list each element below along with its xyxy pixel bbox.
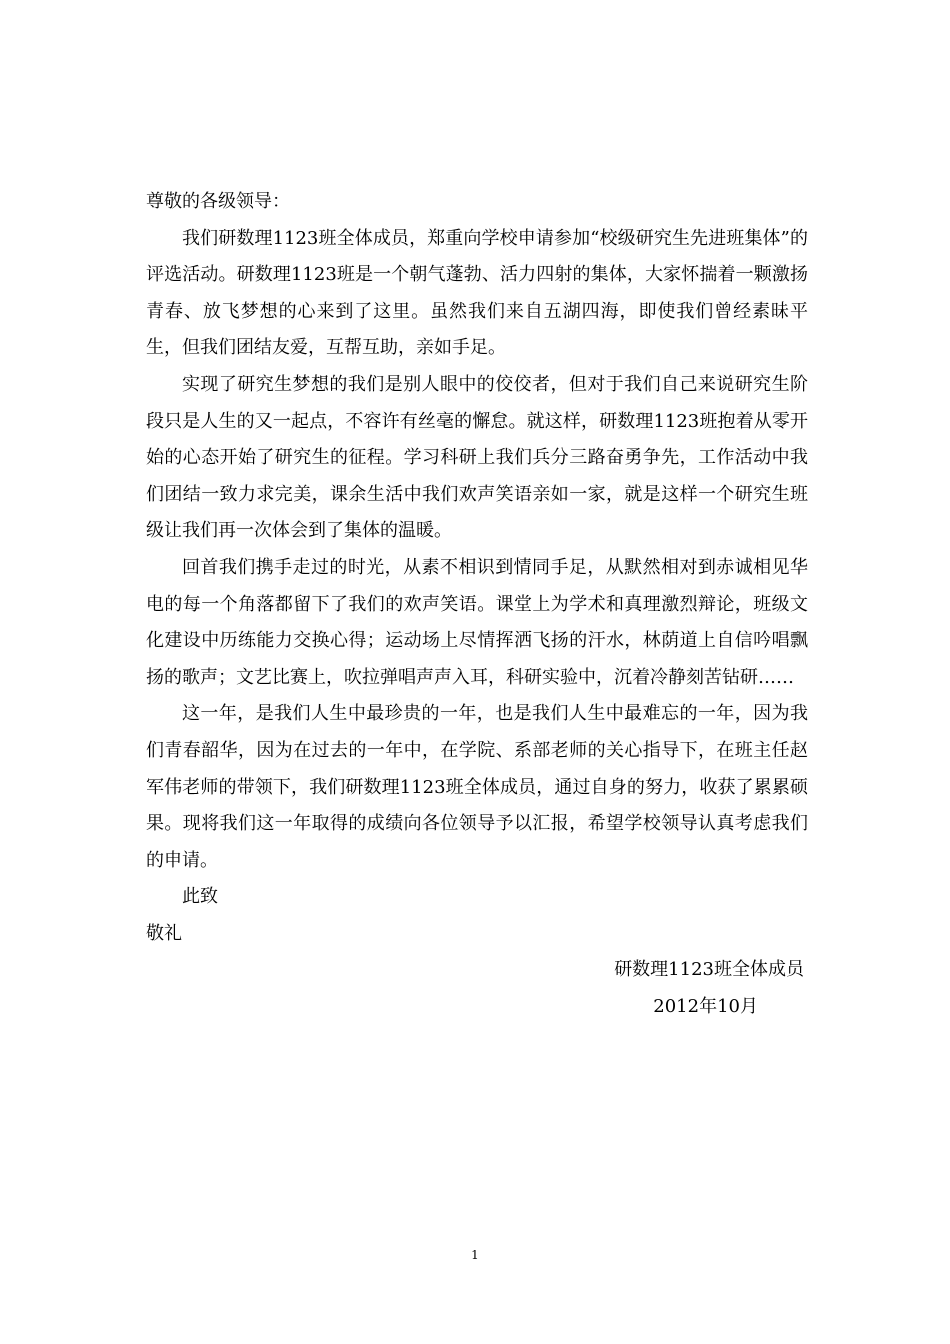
page-number: 1: [471, 1248, 479, 1262]
paragraph-4: 这一年，是我们人生中最珍贵的一年，也是我们人生中最难忘的一年，因为我们青春韶华，因为在过去的一年中，在学院、系部老师的关心指导下，在班主任赵军伟老师的带领下，我们研数理1123班全体成员，通过自身的努力，收获了累累硕果。现将我们这一年取得的成绩向各位领导予以汇报，希望学校领导认真考虑我们的申请。: [146, 703, 808, 871]
salutation: 尊敬的各级领导：: [146, 191, 290, 212]
letter-body: [146, 184, 808, 1026]
letter-date: 2012年10月: [653, 996, 758, 1018]
closing-line-1: 此致: [182, 886, 218, 908]
paragraph-3: 回首我们携手走过的时光，从素不相识到情同手足，从默然相对到赤诚相见华电的每一个角落都留下了我们的欢声笑语。课堂上为学术和真理激烈辩论，班级文化建设中历练能力交换心得；运动场上尽情挥洒飞扬的汗水，林荫道上自信吟唱飘扬的歌声；文艺比赛上，吹拉弹唱声声入耳，科研实验中，沉着冷静刻苦钻研……: [146, 556, 808, 688]
paragraph-2: 实现了研究生梦想的我们是别人眼中的佼佼者，但对于我们自己来说研究生阶段只是人生的又一起点，不容许有丝毫的懈怠。就这样，研数理1123班抱着从零开始的心态开始了研究生的征程。学习科研上我们兵分三路奋勇争先，工作活动中我们团结一致力求完美，课余生活中我们欢声笑语亲如一家，就是这样一个研究生班级让我们再一次体会到了集体的温暖。: [146, 373, 808, 542]
closing-line-2: 敬礼: [146, 922, 182, 944]
signature: 研数理1123班全体成员: [614, 959, 804, 981]
paragraph-1: 我们研数理1123班全体成员，郑重向学校申请参加“校级研究生先进班集体”的评选活动。研数理1123班是一个朝气蓬勃、活力四射的集体，大家怀揣着一颗激扬青春、放飞梦想的心来到了这里。虽然我们来自五湖四海，即使我们曾经素昧平生，但我们团结友爱，互帮互助，亲如手足。: [146, 227, 808, 359]
